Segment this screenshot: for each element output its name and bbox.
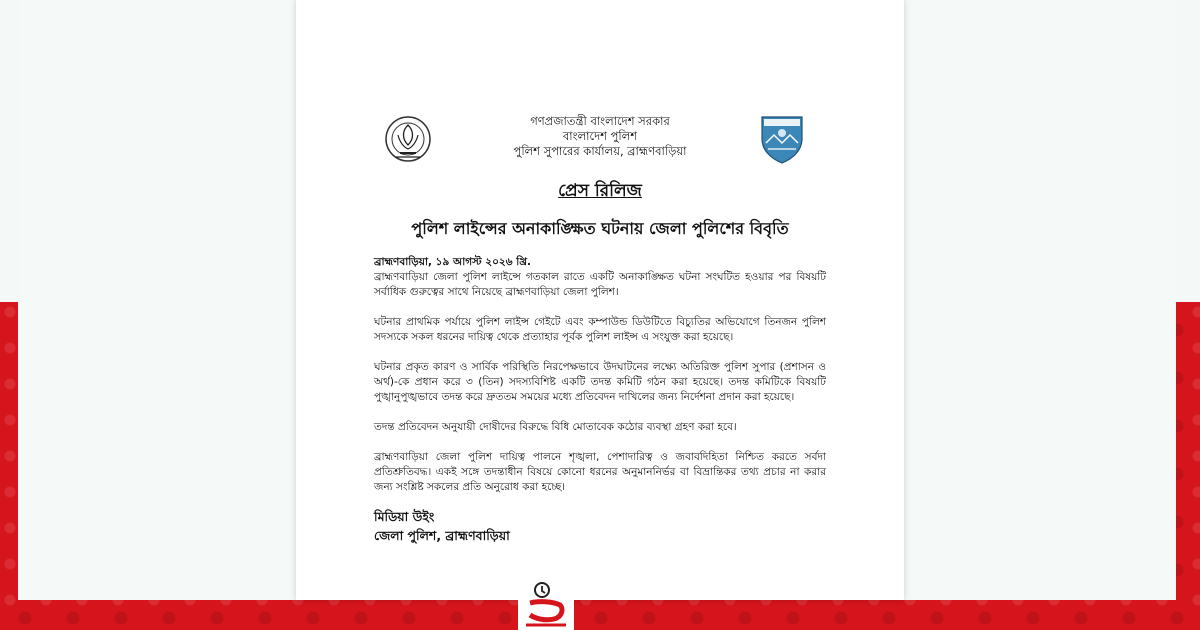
signature-wing: মিডিয়া উইং [374,509,435,524]
header-government: গণপ্রজাতন্ত্রী বাংলাদেশ সরকার [530,114,670,128]
paragraph-5: ব্রাহ্মণবাড়িয়া জেলা পুলিশ দায়িত্ব পালনে শৃঙ্খলা, পেশাদারিত্ব ও জবাবদিহিতা নিশ্চিত করতে সর্বদা প্রতিশ্রুতিবদ্ধ। একই সঙ্গে তদন্তাধীন বিষয়ে কোনো ধরনের অনুমাননির্ভর বা বিভ্রান্তিকর তথ্য প্রচার না করার জন্য সংশ্লিষ্ট সকলের প্রতি অনুরোধ করা হচ্ছে। [374,451,826,493]
prothom-alo-logo-icon [518,581,574,630]
paragraph-3: ঘটনার প্রকৃত কারণ ও সার্বিক পরিস্থিতি নিরপেক্ষভাবে উদঘাটনের লক্ষ্যে অতিরিক্ত পুলিশ সুপার (প্রশাসন ও অর্থ)-কে প্রধান করে ৩ (তিন) সদস্যবিশিষ্ট একটি তদন্ত কমিটি গঠন করা হয়েছে। তদন্ত কমিটিকে বিষয়টি পুঙ্খানুপুঙ্খভাবে তদন্ত করে দ্রুততম সময়ের মধ্যে প্রতিবেদন দাখিলের জন্য নির্দেশনা প্রদান করা হয়েছে। [374,361,826,403]
paragraph-1-text: ব্রাহ্মণবাড়িয়া জেলা পুলিশ লাইন্সে গতকাল রাতে একটি অনাকাঙ্ক্ষিত ঘটনা সংঘটিত হওয়ার পর বিষয়টি সর্বাধিক গুরুত্বের সাথে নিয়েছে ব্রাহ্মণবাড়িয়া জেলা পুলিশ। [374,271,826,298]
press-release-title: প্রেস রিলিজ [558,181,642,201]
paragraph-1 [374,255,826,300]
statement-headline: পুলিশ লাইন্সের অনাকাঙ্ক্ষিত ঘটনায় জেলা পুলিশের বিবৃতি [411,219,789,238]
signature-block [374,507,774,545]
press-release-document [296,0,904,600]
header-police: বাংলাদেশ পুলিশ [562,129,638,143]
signature-office: জেলা পুলিশ, ব্রাহ্মণবাড়িয়া [374,528,510,543]
paragraph-2: ঘটনার প্রাথমিক পর্যায়ে পুলিশ লাইন্স গেইটে এবং কম্পাউন্ড ডিউটিতে বিচ্যুতির অভিযোগে তিনজন পুলিশ সদস্যকে সকল ধরনের দায়িত্ব থেকে প্রত্যাহার পূর্বক পুলিশ লাইন্স এ সংযুক্ত করা হয়েছে। [374,316,826,343]
paragraph-4: তদন্ত প্রতিবেদন অনুযায়ী দোষীদের বিরুদ্ধে বিধি মোতাবেক কঠোর ব্যবস্থা গ্রহণ করা হবে। [374,421,737,433]
statement-body [374,255,826,510]
document-header [296,114,904,159]
dateline: ব্রাহ্মণবাড়িয়া, ১৯ আগস্ট ২০২৬ খ্রি. [374,256,532,268]
header-office: পুলিশ সুপারের কার্যালয়, ব্রাহ্মণবাড়িয়া [513,144,687,158]
